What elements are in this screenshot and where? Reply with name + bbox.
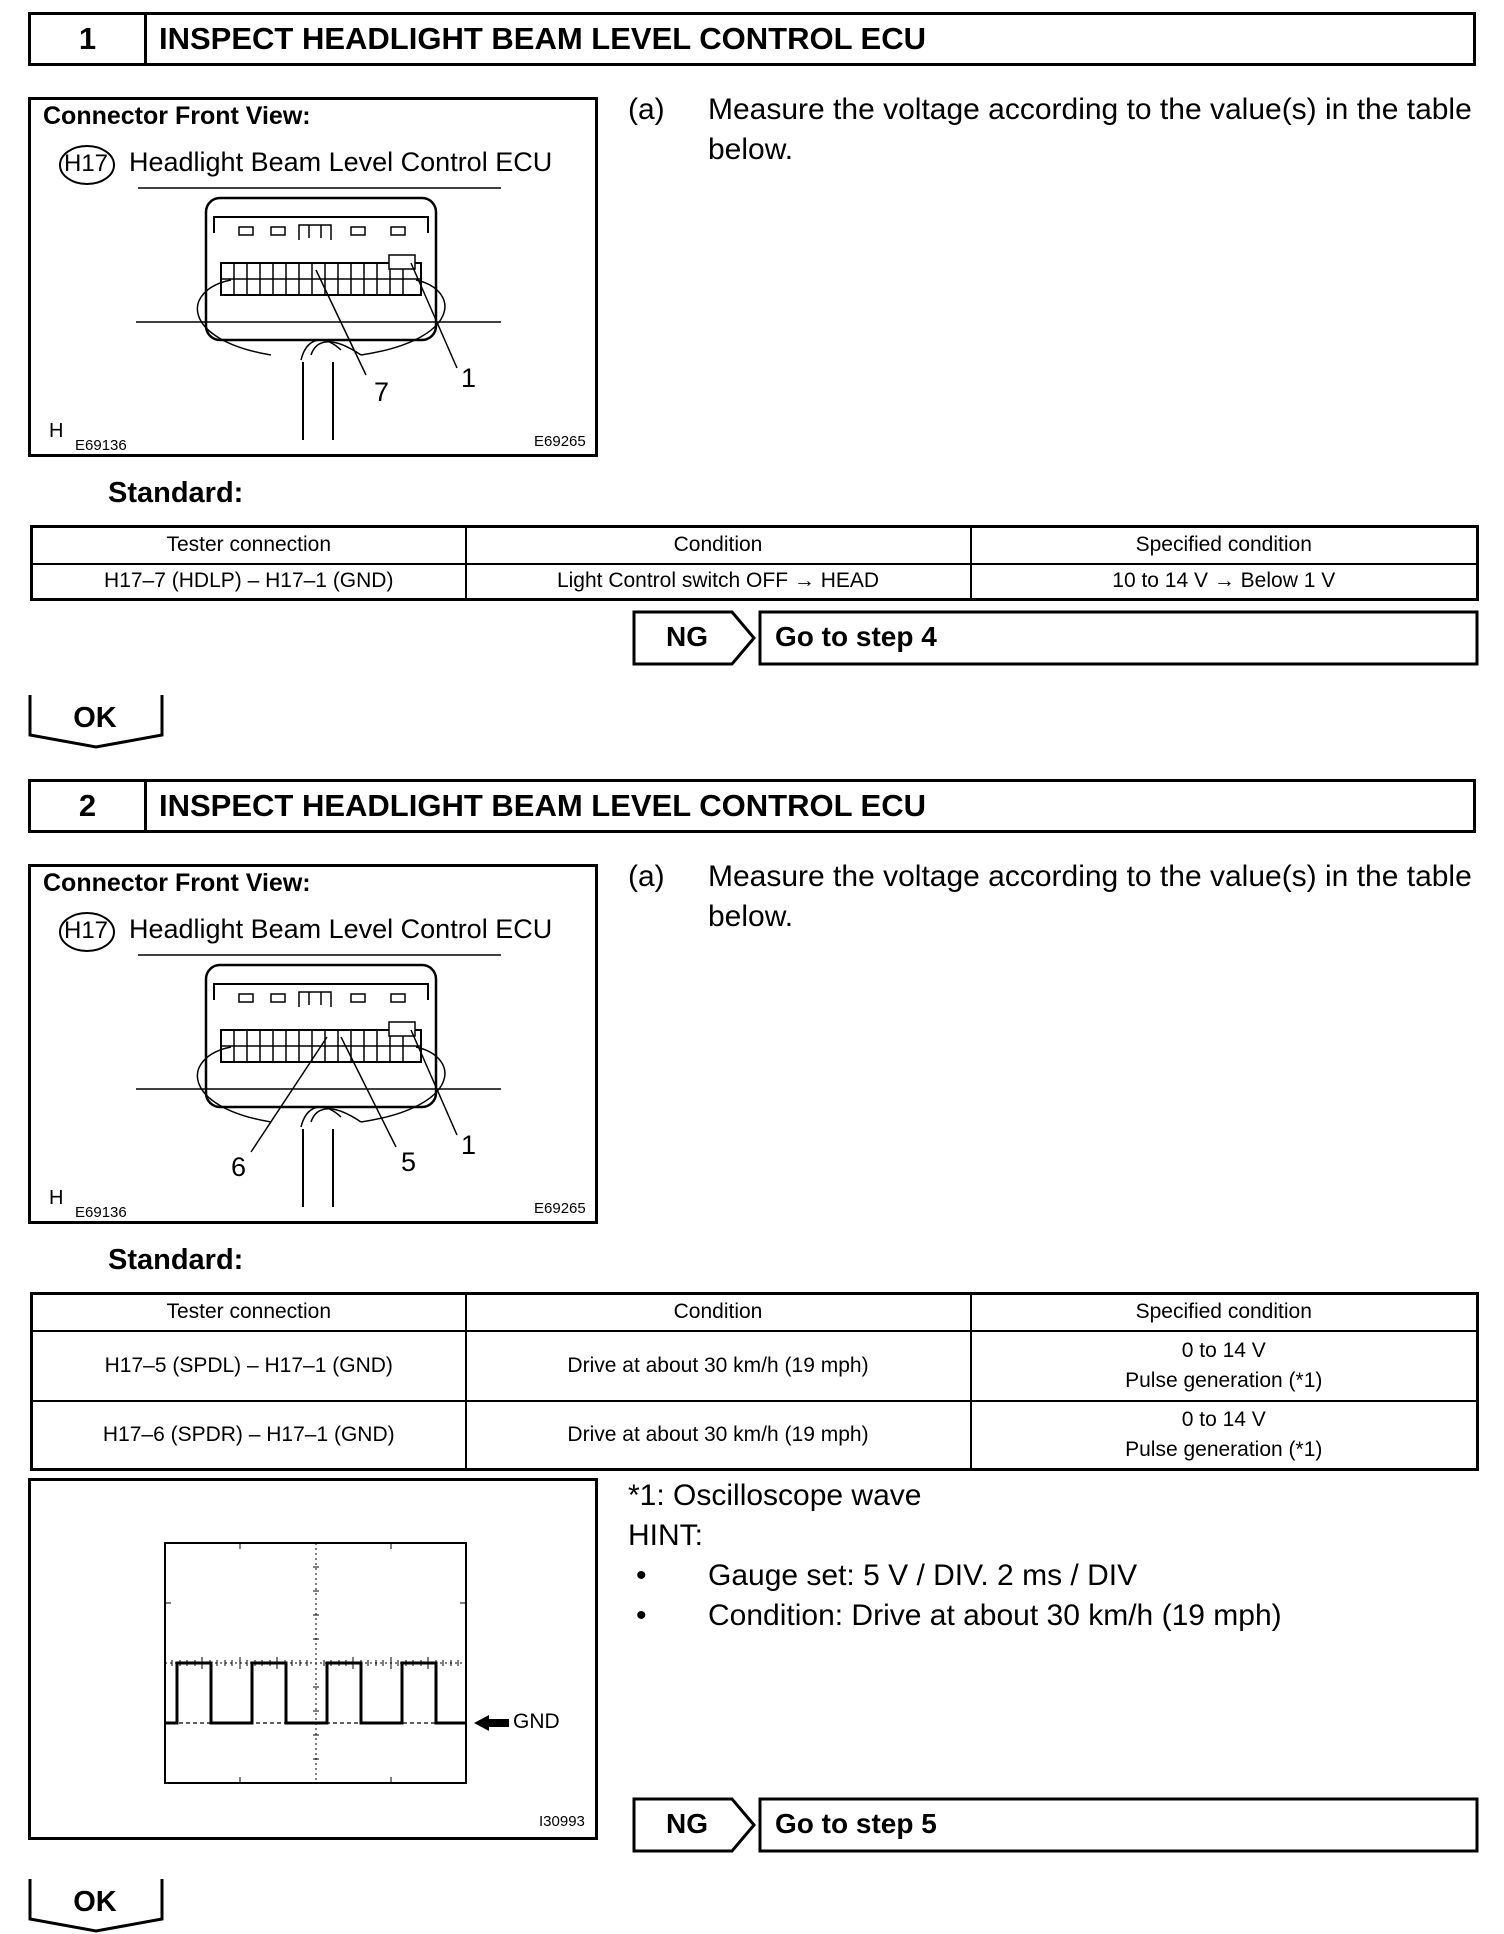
ng-label: NG: [666, 1808, 708, 1839]
ng-arrow-icon: [632, 1797, 1480, 1853]
bullet: •: [636, 1559, 647, 1592]
connector-figure-2: [28, 864, 598, 1224]
table-cell: H17–7 (HDLP) – H17–1 (GND): [32, 564, 466, 600]
step-number: 2: [31, 782, 147, 830]
hint-item: Condition: Drive at about 30 km/h (19 mph): [708, 1599, 1282, 1632]
standard-label: Standard:: [108, 477, 244, 509]
ng-label: NG: [666, 621, 708, 652]
table-header: Specified condition: [971, 527, 1478, 564]
ok-branch-1[interactable]: [28, 693, 168, 749]
gnd-label: GND: [513, 1710, 560, 1733]
connector-figure-1: [28, 97, 598, 457]
connector-name: Headlight Beam Level Control ECU: [129, 914, 553, 944]
table-cell: Drive at about 30 km/h (19 mph): [466, 1331, 971, 1401]
table-header: Tester connection: [32, 527, 466, 564]
table-cell: 10 to 14 V → Below 1 V: [971, 564, 1478, 600]
oscilloscope-note: *1: Oscilloscope wave: [628, 1479, 922, 1512]
table-header: Specified condition: [971, 1294, 1478, 1331]
ng-branch-2[interactable]: [632, 1797, 1480, 1853]
table-cell-spec: [971, 1331, 1478, 1401]
step-number: 1: [31, 15, 147, 63]
corner-letter: H: [49, 420, 64, 442]
figure-code-right: E69265: [534, 433, 586, 450]
figure-code-left: E69136: [75, 1204, 127, 1221]
ng-action: Go to step 4: [775, 621, 937, 652]
table-header: Condition: [466, 1294, 971, 1331]
ok-label: OK: [73, 1886, 117, 1918]
connector-code: H17: [64, 917, 109, 944]
hint-item: Gauge set: 5 V / DIV. 2 ms / DIV: [708, 1559, 1138, 1592]
spec-range: 0 to 14 V: [1181, 1407, 1266, 1431]
ok-label: OK: [73, 702, 117, 734]
corner-letter: H: [49, 1187, 64, 1209]
spec-note: Pulse generation (*1): [1125, 1368, 1323, 1392]
pin-label-5: 5: [401, 1147, 417, 1177]
pin-label-1: 1: [461, 363, 477, 393]
instruction-text: Measure the voltage according to the value(s) in the table below.: [708, 93, 1472, 166]
table-header: Condition: [466, 527, 971, 564]
step-title: INSPECT HEADLIGHT BEAM LEVEL CONTROL ECU: [159, 21, 927, 56]
figure-code-left: E69136: [75, 437, 127, 454]
bullet: •: [636, 1599, 647, 1632]
scope-code: I30993: [539, 1813, 585, 1830]
step-2-header: [28, 779, 1476, 833]
standard-table-2: [30, 1292, 1479, 1471]
connector-code: H17: [64, 150, 109, 177]
ng-branch-1[interactable]: [632, 610, 1480, 666]
instruction-marker: (a): [628, 93, 665, 126]
hint-label: HINT:: [628, 1519, 703, 1552]
table-cell: Light Control switch OFF → HEAD: [466, 564, 971, 600]
table-cell: H17–6 (SPDR) – H17–1 (GND): [32, 1401, 466, 1470]
pin-label-1: 1: [461, 1130, 477, 1160]
spec-range: 0 to 14 V: [1181, 1338, 1266, 1362]
figure-heading: Connector Front View:: [43, 102, 311, 130]
pin-label-7: 7: [374, 377, 390, 407]
connector-name: Headlight Beam Level Control ECU: [129, 147, 553, 177]
step-1-header: [28, 12, 1476, 66]
ng-action: Go to step 5: [775, 1808, 937, 1839]
pin-label-6: 6: [231, 1152, 247, 1182]
standard-label: Standard:: [108, 1244, 244, 1276]
figure-heading: Connector Front View:: [43, 869, 311, 897]
table-cell: H17–5 (SPDL) – H17–1 (GND): [32, 1331, 466, 1401]
table-header: Tester connection: [32, 1294, 466, 1331]
figure-code-right: E69265: [534, 1200, 586, 1217]
spec-note: Pulse generation (*1): [1125, 1437, 1323, 1461]
oscilloscope-wave: [31, 1481, 601, 1843]
oscilloscope-figure: [28, 1478, 598, 1840]
standard-table-1: [30, 525, 1479, 601]
table-cell-spec: [971, 1401, 1478, 1470]
step-title: INSPECT HEADLIGHT BEAM LEVEL CONTROL ECU: [159, 788, 927, 823]
ok-branch-2[interactable]: [28, 1877, 168, 1933]
ng-arrow-icon: [632, 610, 1480, 666]
instruction-marker: (a): [628, 860, 665, 893]
instruction-text: Measure the voltage according to the value(s) in the table below.: [708, 860, 1472, 933]
table-cell: Drive at about 30 km/h (19 mph): [466, 1401, 971, 1470]
